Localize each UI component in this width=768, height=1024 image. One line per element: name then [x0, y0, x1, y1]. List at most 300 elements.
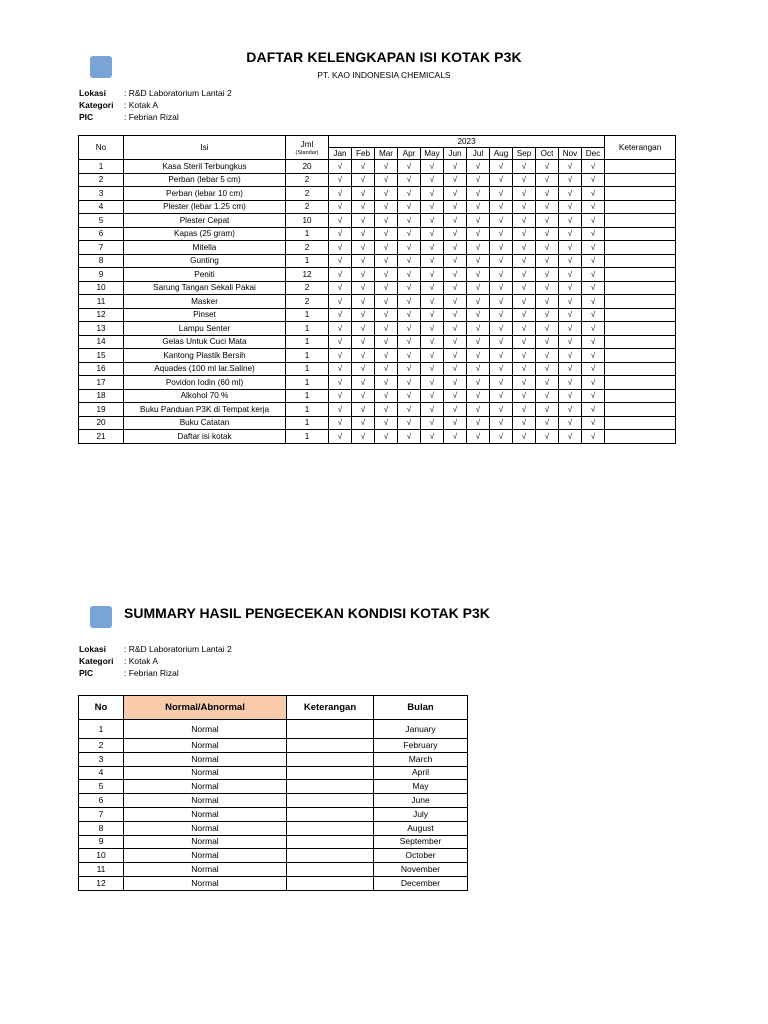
- cell-check: √: [329, 403, 352, 417]
- cell-check: √: [582, 295, 605, 309]
- cell-check: √: [559, 335, 582, 349]
- cell-jml: 2: [286, 200, 329, 214]
- cell-check: √: [329, 200, 352, 214]
- cell-check: √: [513, 200, 536, 214]
- cell-no: 18: [79, 389, 124, 403]
- header-isi: Isi: [124, 136, 286, 160]
- cell-check: √: [329, 160, 352, 174]
- cell-check: √: [513, 376, 536, 390]
- cell-isi: Mitella: [124, 241, 286, 255]
- cell-check: √: [582, 403, 605, 417]
- cell-keterangan: [605, 281, 676, 295]
- cell-check: √: [536, 187, 559, 201]
- cell-check: √: [559, 416, 582, 430]
- cell-check: √: [513, 335, 536, 349]
- info-row-kategori: [79, 99, 232, 111]
- cell-check: √: [490, 214, 513, 228]
- cell-check: √: [513, 187, 536, 201]
- cell-check: √: [421, 241, 444, 255]
- cell-isi: Kasa Steril Terbungkus: [124, 160, 286, 174]
- summary-cell-no: 1: [79, 720, 124, 739]
- cell-check: √: [421, 200, 444, 214]
- cell-check: √: [375, 268, 398, 282]
- header-no: No: [79, 136, 124, 160]
- cell-check: √: [559, 376, 582, 390]
- cell-keterangan: [605, 362, 676, 376]
- cell-check: √: [398, 173, 421, 187]
- cell-check: √: [444, 214, 467, 228]
- info-row-pic: [79, 667, 232, 679]
- header-month-dec: Dec: [582, 148, 605, 160]
- summary-cell-bulan: March: [374, 752, 468, 766]
- summary-cell-status: Normal: [124, 794, 287, 808]
- cell-check: √: [352, 335, 375, 349]
- summary-cell-bulan: September: [374, 835, 468, 849]
- info-label: Lokasi: [79, 88, 106, 98]
- cell-check: √: [375, 173, 398, 187]
- cell-check: √: [329, 322, 352, 336]
- cell-check: √: [421, 187, 444, 201]
- cell-jml: 1: [286, 389, 329, 403]
- table-row: [79, 214, 676, 228]
- cell-check: √: [513, 308, 536, 322]
- cell-check: √: [582, 173, 605, 187]
- cell-check: √: [467, 349, 490, 363]
- cell-no: 19: [79, 403, 124, 417]
- cell-isi: Lampu Senter: [124, 322, 286, 336]
- cell-isi: Sarung Tangan Sekali Pakai: [124, 281, 286, 295]
- cell-keterangan: [605, 295, 676, 309]
- summary-table: [78, 695, 468, 891]
- cell-check: √: [467, 430, 490, 444]
- cell-check: √: [490, 416, 513, 430]
- cell-check: √: [398, 295, 421, 309]
- cell-check: √: [352, 214, 375, 228]
- cell-check: √: [398, 214, 421, 228]
- cell-isi: Daftar isi kotak: [124, 430, 286, 444]
- summary-cell-no: 10: [79, 849, 124, 863]
- cell-check: √: [421, 416, 444, 430]
- table-row: [79, 720, 468, 739]
- cell-check: √: [559, 322, 582, 336]
- cell-check: √: [536, 281, 559, 295]
- summary-cell-no: 5: [79, 780, 124, 794]
- cell-isi: Perban (lebar 10 cm): [124, 187, 286, 201]
- header-month-jan: Jan: [329, 148, 352, 160]
- cell-check: √: [352, 295, 375, 309]
- cell-check: √: [467, 214, 490, 228]
- cell-check: √: [375, 214, 398, 228]
- cell-keterangan: [605, 335, 676, 349]
- cell-jml: 1: [286, 349, 329, 363]
- cell-check: √: [582, 389, 605, 403]
- cell-jml: 1: [286, 416, 329, 430]
- header-month-feb: Feb: [352, 148, 375, 160]
- cell-check: √: [444, 308, 467, 322]
- header-month-oct: Oct: [536, 148, 559, 160]
- summary-cell-bulan: August: [374, 821, 468, 835]
- cell-check: √: [490, 335, 513, 349]
- cell-check: √: [375, 295, 398, 309]
- cell-isi: Buku Catatan: [124, 416, 286, 430]
- cell-check: √: [536, 254, 559, 268]
- cell-jml: 1: [286, 335, 329, 349]
- summary-cell-bulan: April: [374, 766, 468, 780]
- cell-check: √: [375, 389, 398, 403]
- cell-jml: 1: [286, 254, 329, 268]
- cell-check: √: [398, 281, 421, 295]
- table-row: [79, 794, 468, 808]
- cell-check: √: [490, 268, 513, 282]
- cell-check: √: [352, 430, 375, 444]
- summary-header-status: Normal/Abnormal: [124, 696, 287, 720]
- cell-check: √: [398, 160, 421, 174]
- cell-check: √: [490, 187, 513, 201]
- cell-check: √: [467, 335, 490, 349]
- cell-check: √: [467, 389, 490, 403]
- cell-check: √: [444, 295, 467, 309]
- cell-check: √: [490, 349, 513, 363]
- table-row: [79, 295, 676, 309]
- cell-check: √: [375, 254, 398, 268]
- cell-isi: Povidon Iodin (60 ml): [124, 376, 286, 390]
- summary-cell-bulan: November: [374, 863, 468, 877]
- cell-check: √: [421, 349, 444, 363]
- cell-check: √: [329, 389, 352, 403]
- cell-check: √: [582, 241, 605, 255]
- cell-check: √: [421, 160, 444, 174]
- summary-cell-keterangan: [287, 739, 374, 753]
- cell-check: √: [582, 200, 605, 214]
- table-row: [79, 160, 676, 174]
- cell-check: √: [582, 416, 605, 430]
- cell-check: √: [536, 335, 559, 349]
- cell-check: √: [536, 416, 559, 430]
- cell-check: √: [559, 281, 582, 295]
- cell-check: √: [398, 322, 421, 336]
- summary-cell-keterangan: [287, 720, 374, 739]
- cell-check: √: [559, 214, 582, 228]
- cell-check: √: [444, 160, 467, 174]
- cell-check: √: [352, 160, 375, 174]
- cell-check: √: [329, 376, 352, 390]
- cell-jml: 2: [286, 173, 329, 187]
- cell-no: 12: [79, 308, 124, 322]
- cell-check: √: [490, 376, 513, 390]
- cell-keterangan: [605, 389, 676, 403]
- header-month-nov: Nov: [559, 148, 582, 160]
- cell-check: √: [513, 403, 536, 417]
- cell-jml: 1: [286, 362, 329, 376]
- cell-check: √: [467, 308, 490, 322]
- cell-check: √: [398, 268, 421, 282]
- summary-cell-status: Normal: [124, 807, 287, 821]
- cell-keterangan: [605, 376, 676, 390]
- cell-check: √: [536, 173, 559, 187]
- summary-cell-no: 8: [79, 821, 124, 835]
- cell-keterangan: [605, 416, 676, 430]
- logo-square-icon: [90, 606, 112, 628]
- cell-check: √: [467, 160, 490, 174]
- cell-check: √: [375, 335, 398, 349]
- cell-check: √: [536, 322, 559, 336]
- cell-check: √: [375, 281, 398, 295]
- cell-keterangan: [605, 349, 676, 363]
- cell-check: √: [352, 362, 375, 376]
- info-label: Lokasi: [79, 644, 106, 654]
- cell-check: √: [444, 349, 467, 363]
- header-year: 2023: [329, 136, 605, 148]
- cell-check: √: [467, 254, 490, 268]
- cell-check: √: [513, 416, 536, 430]
- cell-check: √: [582, 322, 605, 336]
- header-month-mar: Mar: [375, 148, 398, 160]
- summary-cell-bulan: February: [374, 739, 468, 753]
- cell-no: 9: [79, 268, 124, 282]
- info-label: Kategori: [79, 656, 114, 666]
- cell-check: √: [513, 349, 536, 363]
- header-jml-label: Jml: [300, 140, 314, 149]
- cell-check: √: [329, 430, 352, 444]
- summary-cell-status: Normal: [124, 752, 287, 766]
- table-row: [79, 268, 676, 282]
- info-row-kategori: [79, 655, 232, 667]
- summary-cell-no: 2: [79, 739, 124, 753]
- cell-check: √: [421, 335, 444, 349]
- table-row: [79, 863, 468, 877]
- cell-check: √: [329, 295, 352, 309]
- cell-check: √: [536, 430, 559, 444]
- cell-jml: 1: [286, 227, 329, 241]
- table-row: [79, 322, 676, 336]
- cell-check: √: [490, 200, 513, 214]
- cell-check: √: [444, 187, 467, 201]
- cell-check: √: [421, 295, 444, 309]
- cell-check: √: [490, 430, 513, 444]
- cell-jml: 20: [286, 160, 329, 174]
- table-row: [79, 821, 468, 835]
- cell-check: √: [352, 403, 375, 417]
- cell-check: √: [467, 376, 490, 390]
- cell-check: √: [329, 173, 352, 187]
- cell-check: √: [329, 335, 352, 349]
- company-subtitle: PT. KAO INDONESIA CHEMICALS: [317, 70, 451, 80]
- cell-jml: 2: [286, 295, 329, 309]
- cell-keterangan: [605, 214, 676, 228]
- cell-check: √: [559, 160, 582, 174]
- cell-check: √: [444, 403, 467, 417]
- cell-check: √: [582, 160, 605, 174]
- cell-check: √: [444, 200, 467, 214]
- summary-cell-no: 7: [79, 807, 124, 821]
- summary-header-no: No: [79, 696, 124, 720]
- cell-jml: 12: [286, 268, 329, 282]
- cell-no: 20: [79, 416, 124, 430]
- cell-check: √: [329, 308, 352, 322]
- table-row: [79, 389, 676, 403]
- cell-check: √: [467, 281, 490, 295]
- cell-check: √: [559, 200, 582, 214]
- cell-isi: Perban (lebar 5 cm): [124, 173, 286, 187]
- cell-check: √: [513, 389, 536, 403]
- cell-keterangan: [605, 200, 676, 214]
- cell-check: √: [421, 322, 444, 336]
- table-row: [79, 376, 676, 390]
- cell-check: √: [444, 362, 467, 376]
- table-row: [79, 807, 468, 821]
- cell-check: √: [444, 416, 467, 430]
- cell-check: √: [536, 403, 559, 417]
- cell-check: √: [375, 322, 398, 336]
- page-title: DAFTAR KELENGKAPAN ISI KOTAK P3K: [246, 49, 522, 65]
- cell-no: 5: [79, 214, 124, 228]
- cell-no: 1: [79, 160, 124, 174]
- summary-cell-no: 4: [79, 766, 124, 780]
- cell-check: √: [536, 200, 559, 214]
- cell-isi: Plester (lebar 1.25 cm): [124, 200, 286, 214]
- header-jml-sub: (Standar): [295, 150, 319, 156]
- cell-check: √: [536, 308, 559, 322]
- cell-check: √: [421, 389, 444, 403]
- cell-check: √: [490, 241, 513, 255]
- table-row: [79, 173, 676, 187]
- cell-check: √: [444, 268, 467, 282]
- cell-check: √: [559, 295, 582, 309]
- header-jml: [286, 136, 329, 160]
- summary-cell-bulan: July: [374, 807, 468, 821]
- cell-check: √: [536, 295, 559, 309]
- cell-check: √: [421, 403, 444, 417]
- cell-check: √: [490, 281, 513, 295]
- cell-check: √: [398, 416, 421, 430]
- cell-check: √: [421, 173, 444, 187]
- cell-check: √: [559, 308, 582, 322]
- cell-check: √: [582, 281, 605, 295]
- cell-check: √: [513, 322, 536, 336]
- cell-check: √: [513, 268, 536, 282]
- cell-check: √: [352, 227, 375, 241]
- summary-cell-keterangan: [287, 876, 374, 890]
- cell-check: √: [398, 362, 421, 376]
- cell-check: √: [582, 187, 605, 201]
- cell-check: √: [352, 187, 375, 201]
- cell-check: √: [375, 227, 398, 241]
- cell-check: √: [375, 403, 398, 417]
- cell-check: √: [352, 241, 375, 255]
- cell-keterangan: [605, 403, 676, 417]
- table-row: [79, 849, 468, 863]
- cell-check: √: [513, 160, 536, 174]
- cell-check: √: [398, 227, 421, 241]
- summary-cell-status: Normal: [124, 835, 287, 849]
- summary-cell-status: Normal: [124, 821, 287, 835]
- cell-check: √: [398, 349, 421, 363]
- summary-header-keterangan: Keterangan: [287, 696, 374, 720]
- cell-check: √: [559, 389, 582, 403]
- summary-cell-keterangan: [287, 821, 374, 835]
- cell-no: 3: [79, 187, 124, 201]
- cell-check: √: [329, 416, 352, 430]
- cell-no: 11: [79, 295, 124, 309]
- summary-cell-no: 9: [79, 835, 124, 849]
- header-keterangan: Keterangan: [605, 136, 676, 160]
- info-value: : R&D Laboratorium Lantai 2: [124, 88, 232, 98]
- summary-cell-keterangan: [287, 807, 374, 821]
- summary-cell-status: Normal: [124, 876, 287, 890]
- cell-check: √: [559, 403, 582, 417]
- cell-check: √: [352, 254, 375, 268]
- cell-jml: 10: [286, 214, 329, 228]
- cell-check: √: [582, 227, 605, 241]
- header-month-jun: Jun: [444, 148, 467, 160]
- cell-isi: Buku Panduan P3K di Tempat kerja: [124, 403, 286, 417]
- cell-check: √: [490, 322, 513, 336]
- cell-check: √: [352, 308, 375, 322]
- cell-check: √: [467, 362, 490, 376]
- cell-check: √: [375, 160, 398, 174]
- info-block-1: [79, 87, 232, 123]
- table-row: [79, 835, 468, 849]
- cell-check: √: [444, 254, 467, 268]
- cell-check: √: [513, 173, 536, 187]
- cell-check: √: [582, 308, 605, 322]
- cell-check: √: [536, 362, 559, 376]
- cell-jml: 1: [286, 308, 329, 322]
- cell-check: √: [375, 376, 398, 390]
- cell-check: √: [490, 295, 513, 309]
- cell-check: √: [536, 160, 559, 174]
- cell-isi: Plester Cepat: [124, 214, 286, 228]
- cell-check: √: [352, 376, 375, 390]
- info-label: Kategori: [79, 100, 114, 110]
- cell-check: √: [582, 349, 605, 363]
- cell-keterangan: [605, 187, 676, 201]
- cell-check: √: [352, 349, 375, 363]
- cell-check: √: [490, 173, 513, 187]
- cell-check: √: [398, 403, 421, 417]
- cell-check: √: [582, 362, 605, 376]
- summary-cell-status: Normal: [124, 739, 287, 753]
- cell-isi: Aquades (100 ml lar.Saline): [124, 362, 286, 376]
- cell-check: √: [467, 416, 490, 430]
- cell-check: √: [421, 308, 444, 322]
- cell-check: √: [444, 241, 467, 255]
- summary-cell-bulan: October: [374, 849, 468, 863]
- cell-keterangan: [605, 227, 676, 241]
- info-label: PIC: [79, 112, 94, 122]
- cell-isi: Pinset: [124, 308, 286, 322]
- cell-jml: 2: [286, 241, 329, 255]
- cell-check: √: [352, 322, 375, 336]
- cell-check: √: [352, 200, 375, 214]
- cell-keterangan: [605, 173, 676, 187]
- cell-check: √: [375, 241, 398, 255]
- cell-no: 17: [79, 376, 124, 390]
- cell-no: 16: [79, 362, 124, 376]
- header-month-sep: Sep: [513, 148, 536, 160]
- cell-check: √: [513, 281, 536, 295]
- cell-check: √: [559, 430, 582, 444]
- summary-cell-no: 12: [79, 876, 124, 890]
- cell-check: √: [398, 376, 421, 390]
- info-row-pic: [79, 111, 232, 123]
- table-row: [79, 403, 676, 417]
- cell-check: √: [421, 281, 444, 295]
- cell-check: √: [582, 214, 605, 228]
- info-value: : Kotak A: [124, 100, 159, 110]
- cell-jml: 1: [286, 430, 329, 444]
- cell-check: √: [467, 241, 490, 255]
